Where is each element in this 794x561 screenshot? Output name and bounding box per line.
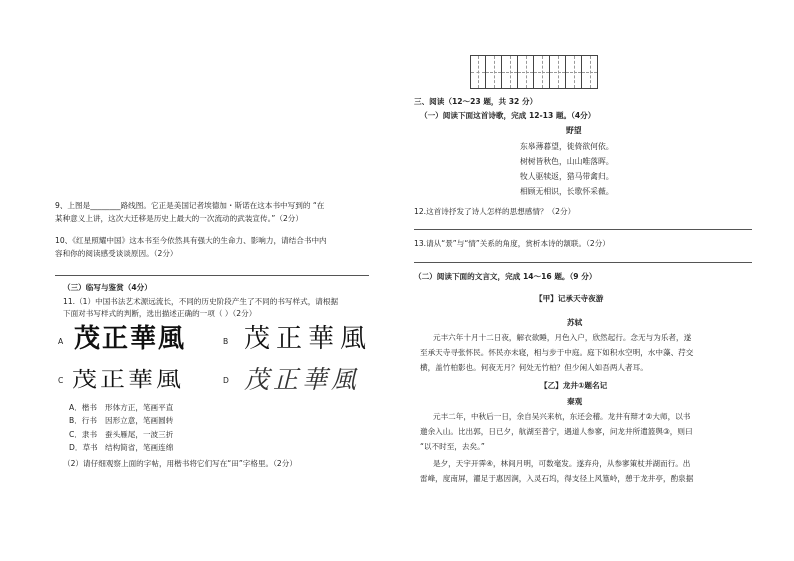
option-row[interactable] <box>63 403 263 416</box>
section-title-calligraphy: （三）临写与鉴赏（4分） <box>63 283 152 292</box>
option-desc: 蚕头雁尾，一波三折 <box>105 429 174 439</box>
option-style: D．草书 <box>69 443 98 453</box>
calligraphy-label-c: C <box>58 376 64 385</box>
poem-line: 牧人驱犊返，猎马带禽归。 <box>520 172 614 181</box>
option-style: B．行书 <box>69 416 97 426</box>
poem-line: 相顾无相识，长歌怀采薇。 <box>520 187 614 196</box>
q11-line1: 11.（1）中国书法艺术源远流长，不同的历史阶段产生了不同的书写样式，请根据 <box>63 297 339 306</box>
calligraphy-sample-a: 茂正華風 <box>74 324 187 354</box>
q9-line2: 某种意义上讲，这次大迁移是历史上最大的一次流动的武装宣传。”（2分） <box>55 214 303 224</box>
q11-line2: 下面对书写样式的判断，选出描述正确的一项（ ）（2分） <box>63 309 257 319</box>
calligraphy-label-d: D <box>223 376 229 385</box>
passage-yi-title: 【乙】龙井①题名记 <box>540 381 608 390</box>
passage-line: 邀余入山。比出郭，日已夕，航湖至普宁，遇道人参寥，问龙井所遣篮舆③，则曰 <box>420 427 693 436</box>
tianzi-cell[interactable] <box>550 55 566 89</box>
passage-jia-body <box>420 333 780 378</box>
tianzi-cell[interactable] <box>534 55 550 89</box>
answer-line[interactable] <box>414 262 752 263</box>
passage-line: 雷峰，度南屏，濯足于惠因涧，入灵石坞，得支径上风篁岭，憩于龙井亭，酌泉据 <box>420 474 694 483</box>
passage-jia-author: 苏轼 <box>567 318 583 327</box>
poem-line: 东皋薄暮望，徙倚欲何依。 <box>520 142 614 151</box>
passage-line: 横，盖竹柏影也。何夜无月？何处无竹柏？但少闲人如吾两人者耳。 <box>420 363 648 372</box>
tianzi-grid <box>470 55 598 89</box>
tianzi-cell[interactable] <box>566 55 582 89</box>
q10-line2: 容和你的阅读感受谈谈原因。（2分） <box>55 249 178 259</box>
passage-line: 元丰六年十月十二日夜，解衣欲睡，月色入户，欣然起行。念无与为乐者，遂 <box>433 333 692 342</box>
answer-line[interactable] <box>414 229 752 230</box>
tianzi-cell[interactable] <box>486 55 502 89</box>
option-row[interactable] <box>63 430 263 443</box>
passage-line: 是夕，天宇开霁④，林间月明，可数毫发。遂弃舟，从参寥策杖并湖而行。出 <box>433 459 691 468</box>
option-row[interactable] <box>63 416 263 429</box>
option-desc: 因形立意，笔画圆转 <box>105 416 174 426</box>
calligraphy-sample-c: 茂正華風 <box>72 367 185 392</box>
tianzi-cell[interactable] <box>470 55 486 89</box>
passage-jia-title: 【甲】记承天寺夜游 <box>535 294 604 303</box>
answer-line[interactable] <box>55 275 369 276</box>
calligraphy-label-b: B <box>223 337 229 346</box>
question-9 <box>55 201 390 224</box>
passage-line: 元丰二年，中秋后一日，余自吴兴来杭，东还会稽。龙井有辩才②大师，以书 <box>433 412 691 421</box>
passage-line: 至承天寺寻张怀民。怀民亦未寝，相与步于中庭。庭下如积水空明，水中藻、荇交 <box>420 348 694 357</box>
reading-section-title: 三、阅读（12～23 题，共 32 分） <box>414 97 538 106</box>
q10-line1: 10、《红星照耀中国》这本书至今依然具有强大的生命力、影响力，请结合书中内 <box>55 236 327 245</box>
option-row[interactable] <box>63 443 263 456</box>
option-desc: 形体方正，笔画平直 <box>105 403 174 412</box>
question-12: 12.这首诗抒发了诗人怎样的思想感情？（2分） <box>414 207 576 216</box>
calligraphy-sample-d: 茂正華風 <box>244 365 361 394</box>
poem-part-title: （一）阅读下面这首诗歌，完成 12-13 题。（4分） <box>420 111 596 120</box>
passage-yi-author: 秦观 <box>567 397 583 406</box>
tianzi-cell[interactable] <box>518 55 534 89</box>
calligraphy-label-a: A <box>58 337 64 346</box>
question-10 <box>55 236 390 259</box>
option-style: C．隶书 <box>69 429 98 439</box>
option-style: A．楷书 <box>69 403 97 412</box>
passage-yi-body <box>420 412 780 489</box>
poem-line: 树树皆秋色，山山唯落晖。 <box>520 157 614 166</box>
poem-body <box>520 142 720 202</box>
question-11 <box>63 297 393 319</box>
q9-line1: 9、上图是________路线图。它正是美国记者埃德加・斯诺在这本书中写到的 “在 <box>55 201 325 210</box>
tianzi-cell[interactable] <box>502 55 518 89</box>
options-list <box>63 403 263 457</box>
passage-line: “以不时至，去矣。” <box>420 442 485 451</box>
q11-part2: （2）请仔细观察上面的字帖，用楷书将它们写在“田”字格里。（2分） <box>63 459 297 468</box>
poem-title: 野望 <box>566 126 582 135</box>
tianzi-cell[interactable] <box>582 55 598 89</box>
question-13: 13.请从“景”与“情”关系的角度，赏析本诗的颔联。（2分） <box>414 239 610 248</box>
calligraphy-sample-b: 茂正華風 <box>244 324 373 354</box>
classical-part-title: （二）阅读下面的文言文，完成 14～16 题。（9 分） <box>414 272 597 281</box>
option-desc: 结构简省，笔画连绵 <box>105 443 174 453</box>
